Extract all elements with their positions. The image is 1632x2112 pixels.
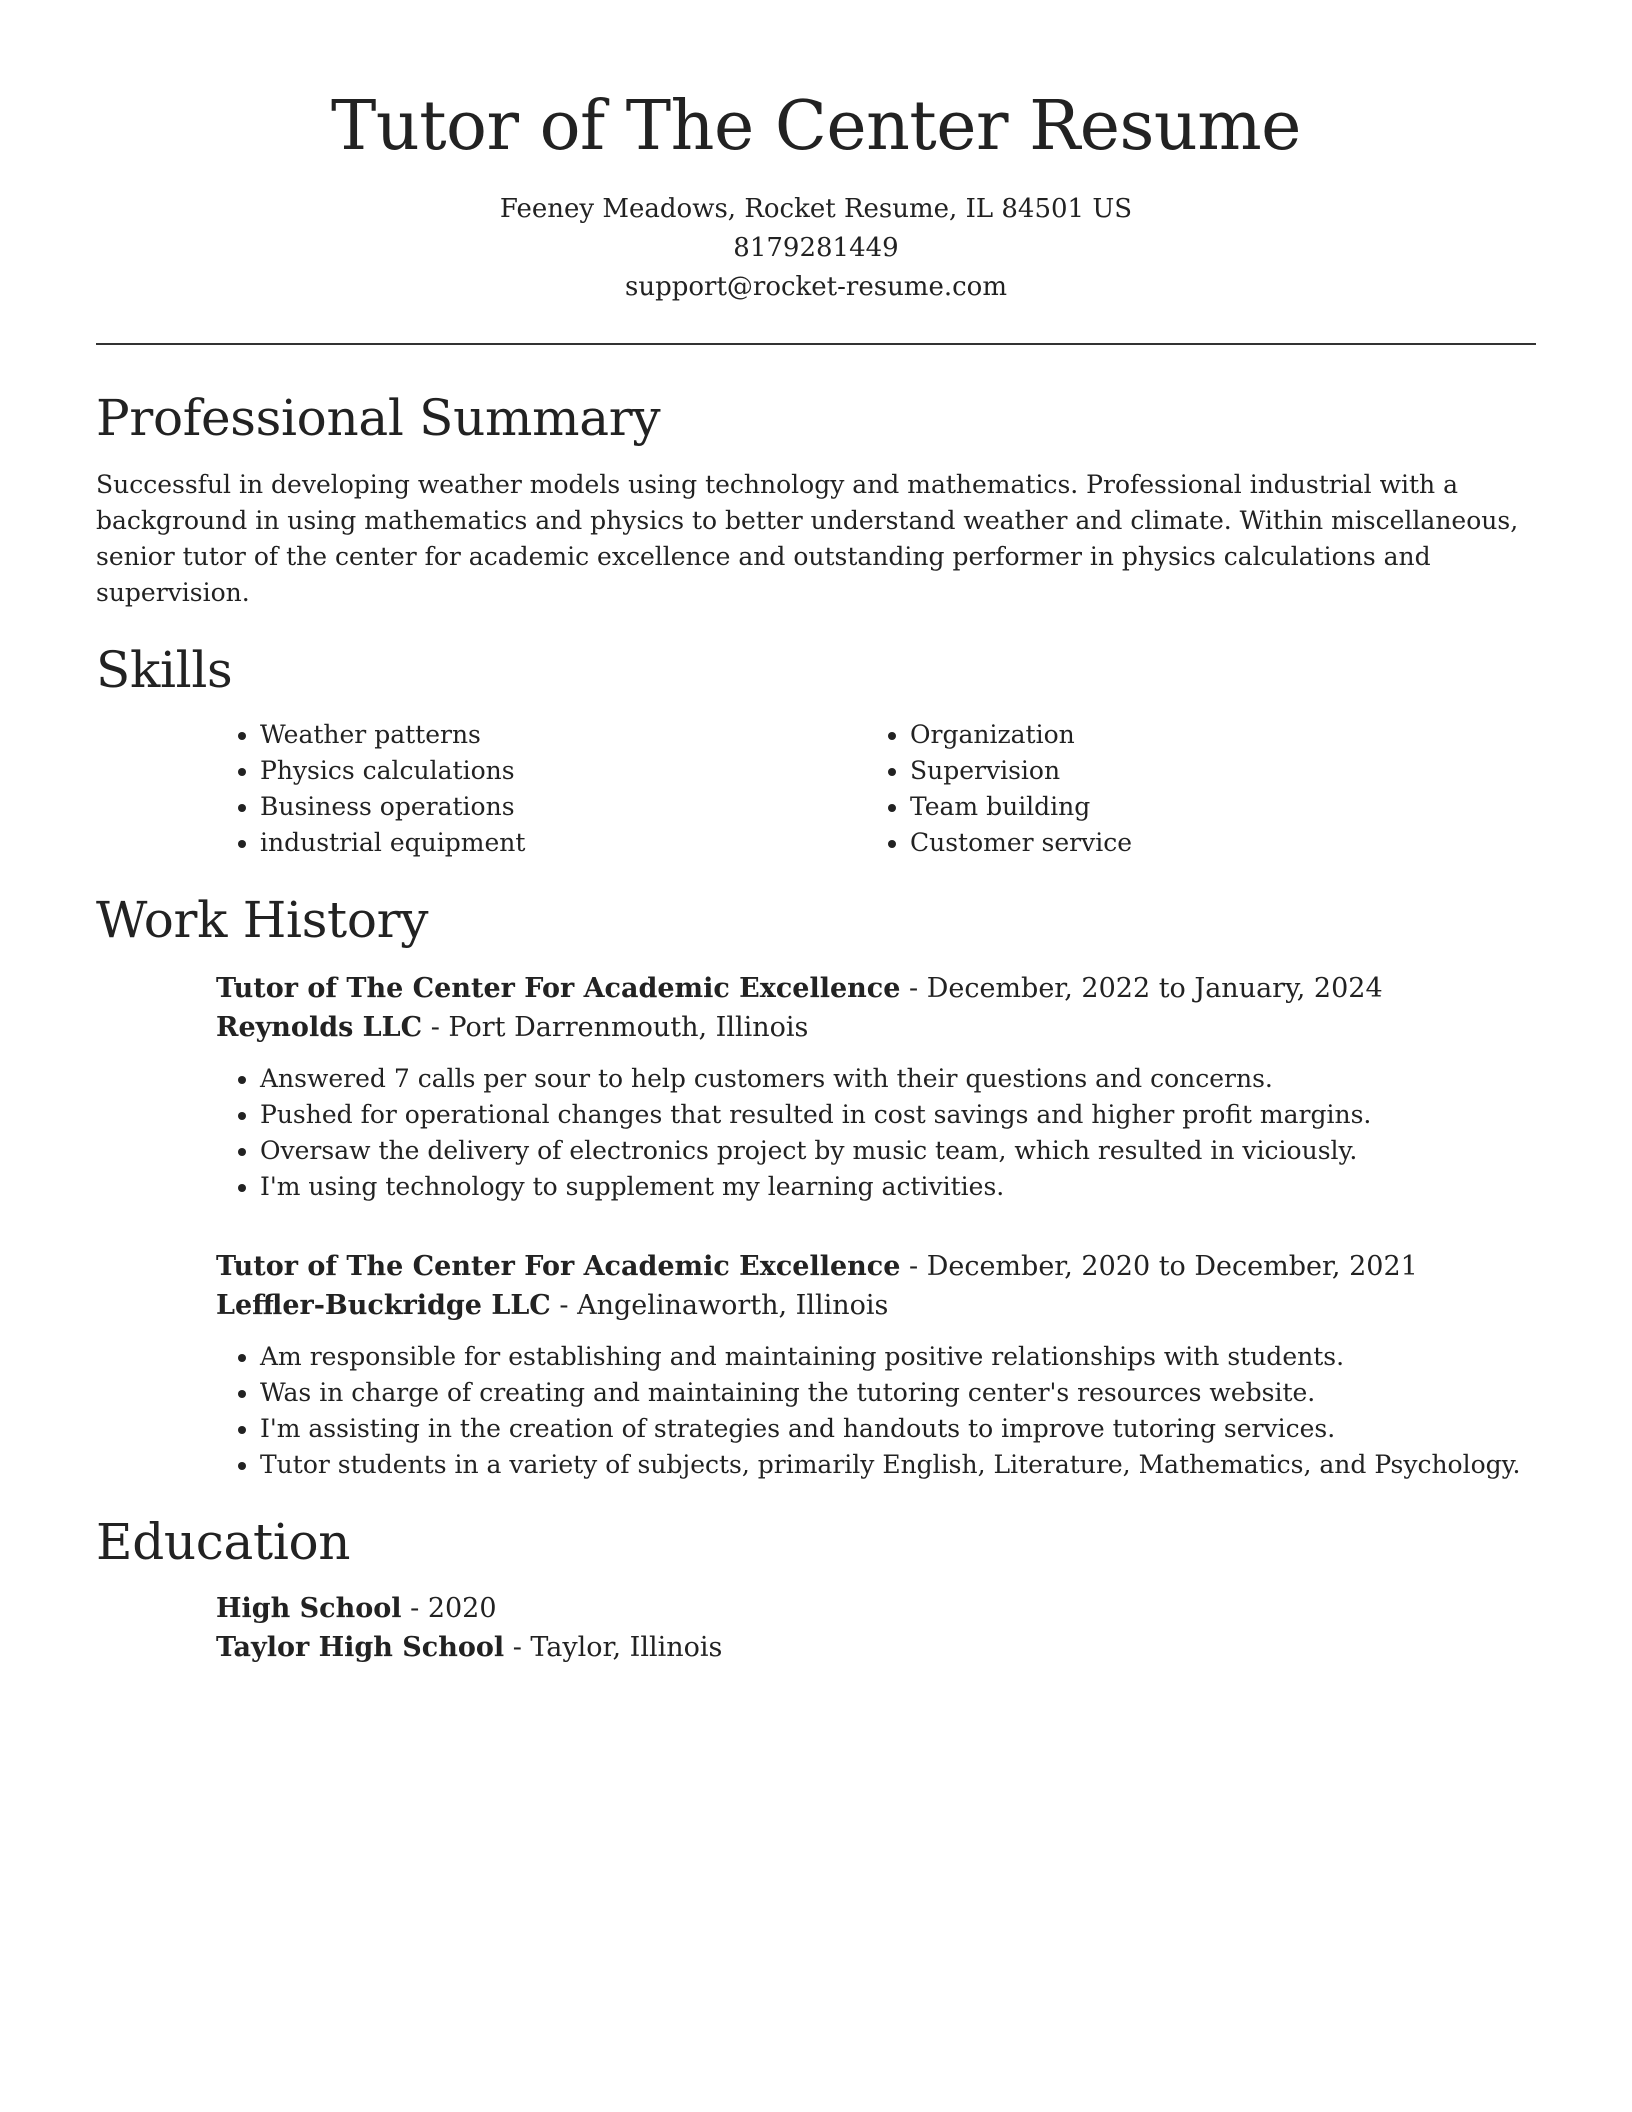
education-school-line (216, 1628, 1536, 1667)
skill-item: • Customer service (910, 825, 1516, 861)
job-company: Leffler-Buckridge LLC (216, 1290, 551, 1321)
education-location: - Taylor, Illinois (504, 1632, 723, 1663)
contact-address: Feeney Meadows, Rocket Resume, IL 84501 US (499, 194, 1133, 224)
job-bullets (216, 1061, 1536, 1205)
job-company: Reynolds LLC (216, 1012, 423, 1043)
summary-heading: Professional Summary (96, 389, 661, 447)
job-bullet: • I'm using technology to supplement my learning activities. (260, 1169, 1536, 1205)
resume-title: Tutor of The Center Resume (331, 87, 1301, 166)
job-title: Tutor of The Center For Academic Excellence (216, 1251, 901, 1282)
skill-item: • Organization (910, 717, 1516, 753)
skill-item: • Business operations (260, 789, 866, 825)
job-title-line (216, 1247, 1536, 1286)
skills-column-left (216, 717, 866, 861)
summary-text: Successful in developing weather models using technology and mathematics. Professional industrial with a background in using mathematics and physics to better understand weather and climate. Within miscellaneous, senior tutor of the center for academic excellence and outstanding performer in physics calculations and supervision. (96, 470, 1519, 607)
skill-item: • Team building (910, 789, 1516, 825)
job-bullet: • Pushed for operational changes that resulted in cost savings and higher profit margins. (260, 1097, 1536, 1133)
job-dates: - December, 2022 to January, 2024 (900, 973, 1383, 1004)
education-school: Taylor High School (216, 1632, 505, 1663)
job-entry (216, 969, 1536, 1205)
job-bullets (216, 1339, 1536, 1483)
job-dates: - December, 2020 to December, 2021 (900, 1251, 1418, 1282)
header-divider (96, 343, 1536, 345)
job-title-line (216, 969, 1536, 1008)
skills-list (216, 717, 1536, 861)
job-location: - Angelinaworth, Illinois (550, 1290, 889, 1321)
skills-heading: Skills (96, 641, 233, 699)
skill-item: • Weather patterns (260, 717, 866, 753)
skill-item: • industrial equipment (260, 825, 866, 861)
job-bullet: • Oversaw the delivery of electronics project by music team, which resulted in viciously. (260, 1133, 1536, 1169)
education-degree-line (216, 1589, 1536, 1628)
job-bullet: • Answered 7 calls per sour to help customers with their questions and concerns. (260, 1061, 1536, 1097)
job-bullet: • Was in charge of creating and maintaining the tutoring center's resources website. (260, 1375, 1536, 1411)
job-bullet: • I'm assisting in the creation of strategies and handouts to improve tutoring services. (260, 1411, 1536, 1447)
job-title: Tutor of The Center For Academic Excellence (216, 973, 901, 1004)
job-location: - Port Darrenmouth, Illinois (422, 1012, 809, 1043)
contact-email: support@rocket-resume.com (624, 272, 1007, 302)
work-heading: Work History (96, 891, 429, 949)
contact-block (96, 190, 1536, 307)
skill-item: • Physics calculations (260, 753, 866, 789)
education-year: - 2020 (401, 1593, 497, 1624)
skills-column-right (866, 717, 1516, 861)
job-company-line (216, 1008, 1536, 1047)
contact-phone: 8179281449 (733, 233, 899, 263)
skill-item: • Supervision (910, 753, 1516, 789)
education-entry (216, 1589, 1536, 1667)
education-degree: High School (216, 1593, 402, 1624)
job-bullet: • Tutor students in a variety of subjects, primarily English, Literature, Mathematics, and Psychology. (260, 1447, 1536, 1483)
job-entry (216, 1247, 1536, 1483)
job-bullet: • Am responsible for establishing and maintaining positive relationships with students. (260, 1339, 1536, 1375)
education-heading: Education (96, 1513, 351, 1571)
job-company-line (216, 1286, 1536, 1325)
